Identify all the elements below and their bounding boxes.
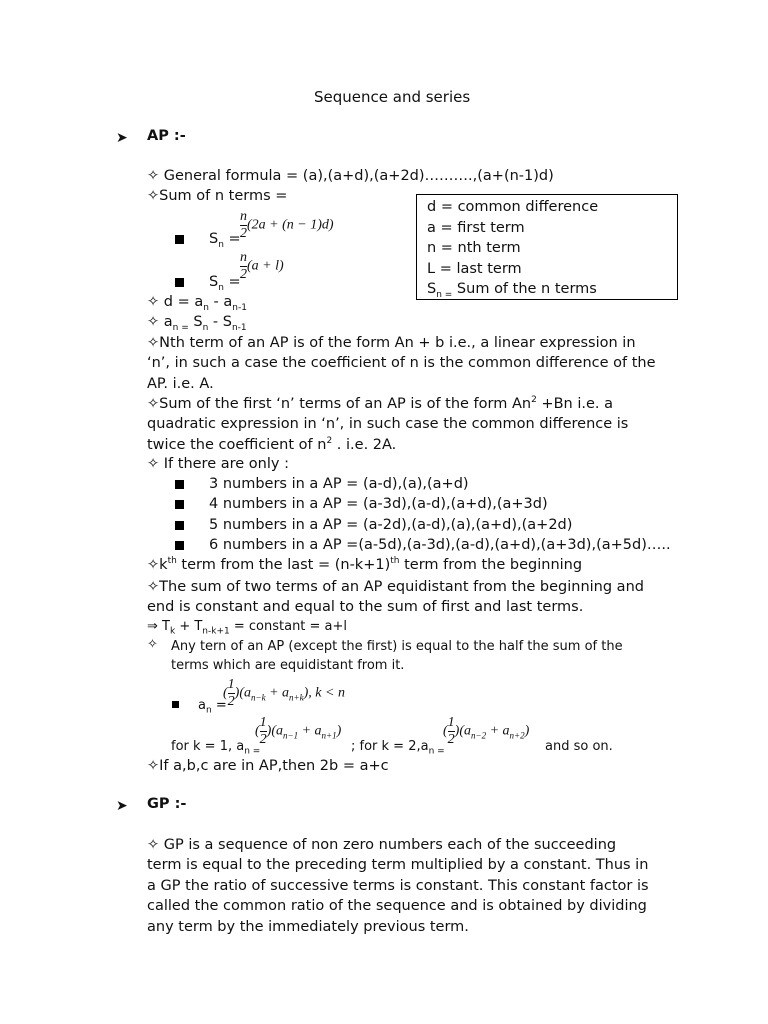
list-item: 3 numbers in a AP = (a-d),(a),(a+d)	[209, 476, 469, 492]
square-bullet-icon	[175, 500, 184, 509]
star-bullet-icon: ✧	[147, 335, 160, 351]
list-item: 4 numbers in a AP = (a-3d),(a-d),(a+d),(a+3d)	[209, 496, 548, 512]
if-only-label: ✧ If there are only :	[147, 456, 289, 472]
star-bullet-icon: ✧	[147, 314, 160, 330]
general-formula-text: General formula = (a),(a+d),(a+2d)……….,(a+(n-1)d)	[163, 168, 554, 184]
fraction: $\frac{n}{2}$	[240, 209, 247, 241]
and-so-on: and so on.	[545, 739, 613, 754]
nth-term-paragraph: ✧Nth term of an AP is of the form An + b i.e., a linear expression in ‘n’, in such a case the coefficient of n is the common difference of the AP. i.e. A.	[147, 335, 656, 392]
sn-formula-1-label: $S_n$ =	[209, 231, 241, 250]
any-term-paragraph: Any tern of an AP (except the first) is equal to the half the sum of the terms which are equidistant from it.	[171, 639, 623, 673]
sum-label	[147, 188, 287, 204]
general-formula	[147, 168, 554, 184]
star-bullet-icon: ✧	[147, 294, 160, 310]
list-item: 6 numbers in a AP =(a-5d),(a-3d),(a-d),(a+d),(a+3d),(a+5d)…..	[209, 537, 671, 553]
sn-formula-2-label: $S_n$ =	[209, 274, 241, 293]
def-line: L = last term	[427, 260, 522, 277]
arrow-bullet-icon: ➤	[116, 798, 128, 814]
star-bullet-icon: ✧	[147, 456, 160, 472]
an-formula: ✧ $a_{n =}$ $S_n - S_{n-1}$	[147, 314, 247, 333]
def-line: a = first term	[427, 219, 525, 236]
square-bullet-icon	[172, 701, 179, 708]
gp-heading: GP :-	[147, 796, 187, 812]
star-bullet-icon: ✧	[147, 758, 160, 774]
ap-heading: AP :-	[147, 128, 186, 144]
square-bullet-icon	[175, 480, 184, 489]
square-bullet-icon	[175, 541, 184, 550]
an-half-formula: ( $\frac{1}{2}$ )$(a_{n-k} + a_{n+k})$, k < n	[223, 677, 345, 709]
def-line-sn: $S_{n =}$ Sum of the n terms	[427, 281, 597, 300]
an-eq-label: $a_n$ =	[198, 698, 227, 716]
star-bullet-icon: ✧	[147, 168, 160, 184]
kth-term-line: $✧k^{th}$ term from the last = $(n-k+1)^{th}$ term from the beginning	[147, 556, 583, 573]
k1-label: for k = 1, $a_{n =}$	[171, 739, 261, 757]
sn-formula-1: $\frac{n}{2}$ (2a + (n − 1)d)	[240, 209, 334, 241]
square-bullet-icon	[175, 235, 184, 244]
star-bullet-icon: ✧	[147, 637, 158, 652]
tk-line: ⇒ $T_k + T_{n-k+1}$ = constant = a+l	[147, 619, 348, 637]
star-bullet-icon: ✧	[147, 396, 160, 412]
k2-formula: ( $\frac{1}{2}$ )$(a_{n-2} + a_{n+2})$	[443, 715, 530, 747]
def-line: n = nth term	[427, 240, 521, 256]
sum-two-terms-paragraph: ✧The sum of two terms of an AP equidistant from the beginning and end is constant and equal to the sum of first and last terms.	[147, 579, 644, 616]
arrow-bullet-icon: ➤	[116, 130, 128, 146]
fraction: $\frac{1}{2}$	[227, 677, 235, 709]
fraction: $\frac{n}{2}$	[240, 250, 247, 282]
fraction: $\frac{1}{2}$	[447, 715, 455, 747]
gp-paragraph: ✧ GP is a sequence of non zero numbers each of the succeeding term is equal to the preceding term multiplied by a constant. Thus in a GP the ratio of successive terms is constant. This constant factor is called the common ratio of the sequence and is obtained by dividing any term by the immediately previous term.	[147, 837, 649, 935]
sum-first-paragraph: ✧Sum of the first ‘n’ terms of an AP is of the form $An^2 +Bn$ i.e. a quadratic expression in ‘n’, in such case the common difference is twice the coefficient of $n^2$ . i.e. 2A.	[147, 395, 629, 453]
sn-formula-2: $\frac{n}{2}$ (a + l)	[240, 250, 284, 282]
star-bullet-icon: ✧	[147, 837, 160, 853]
abc-line: ✧If a,b,c are in AP,then 2b = a+c	[147, 758, 389, 774]
def-line: d = common difference	[427, 199, 599, 215]
sum-label-text: Sum of n terms =	[159, 188, 288, 204]
square-bullet-icon	[175, 521, 184, 530]
star-bullet-icon: ✧	[147, 579, 160, 595]
d-formula: ✧ $d = a_n - a_{n-1}$	[147, 294, 247, 313]
list-item: 5 numbers in a AP = (a-2d),(a-d),(a),(a+d),(a+2d)	[209, 517, 573, 533]
fraction: $\frac{1}{2}$	[259, 715, 267, 747]
star-bullet-icon: ✧	[147, 557, 160, 573]
star-bullet-icon: ✧	[147, 188, 160, 204]
k2-label: ; for $k = 2,a_{n =}$	[351, 739, 445, 757]
definitions-box	[416, 194, 678, 300]
page-title: Sequence and series	[314, 88, 471, 106]
k1-formula: ( $\frac{1}{2}$ )$(a_{n-1} + a_{n+1})$	[255, 715, 342, 747]
square-bullet-icon	[175, 278, 184, 287]
